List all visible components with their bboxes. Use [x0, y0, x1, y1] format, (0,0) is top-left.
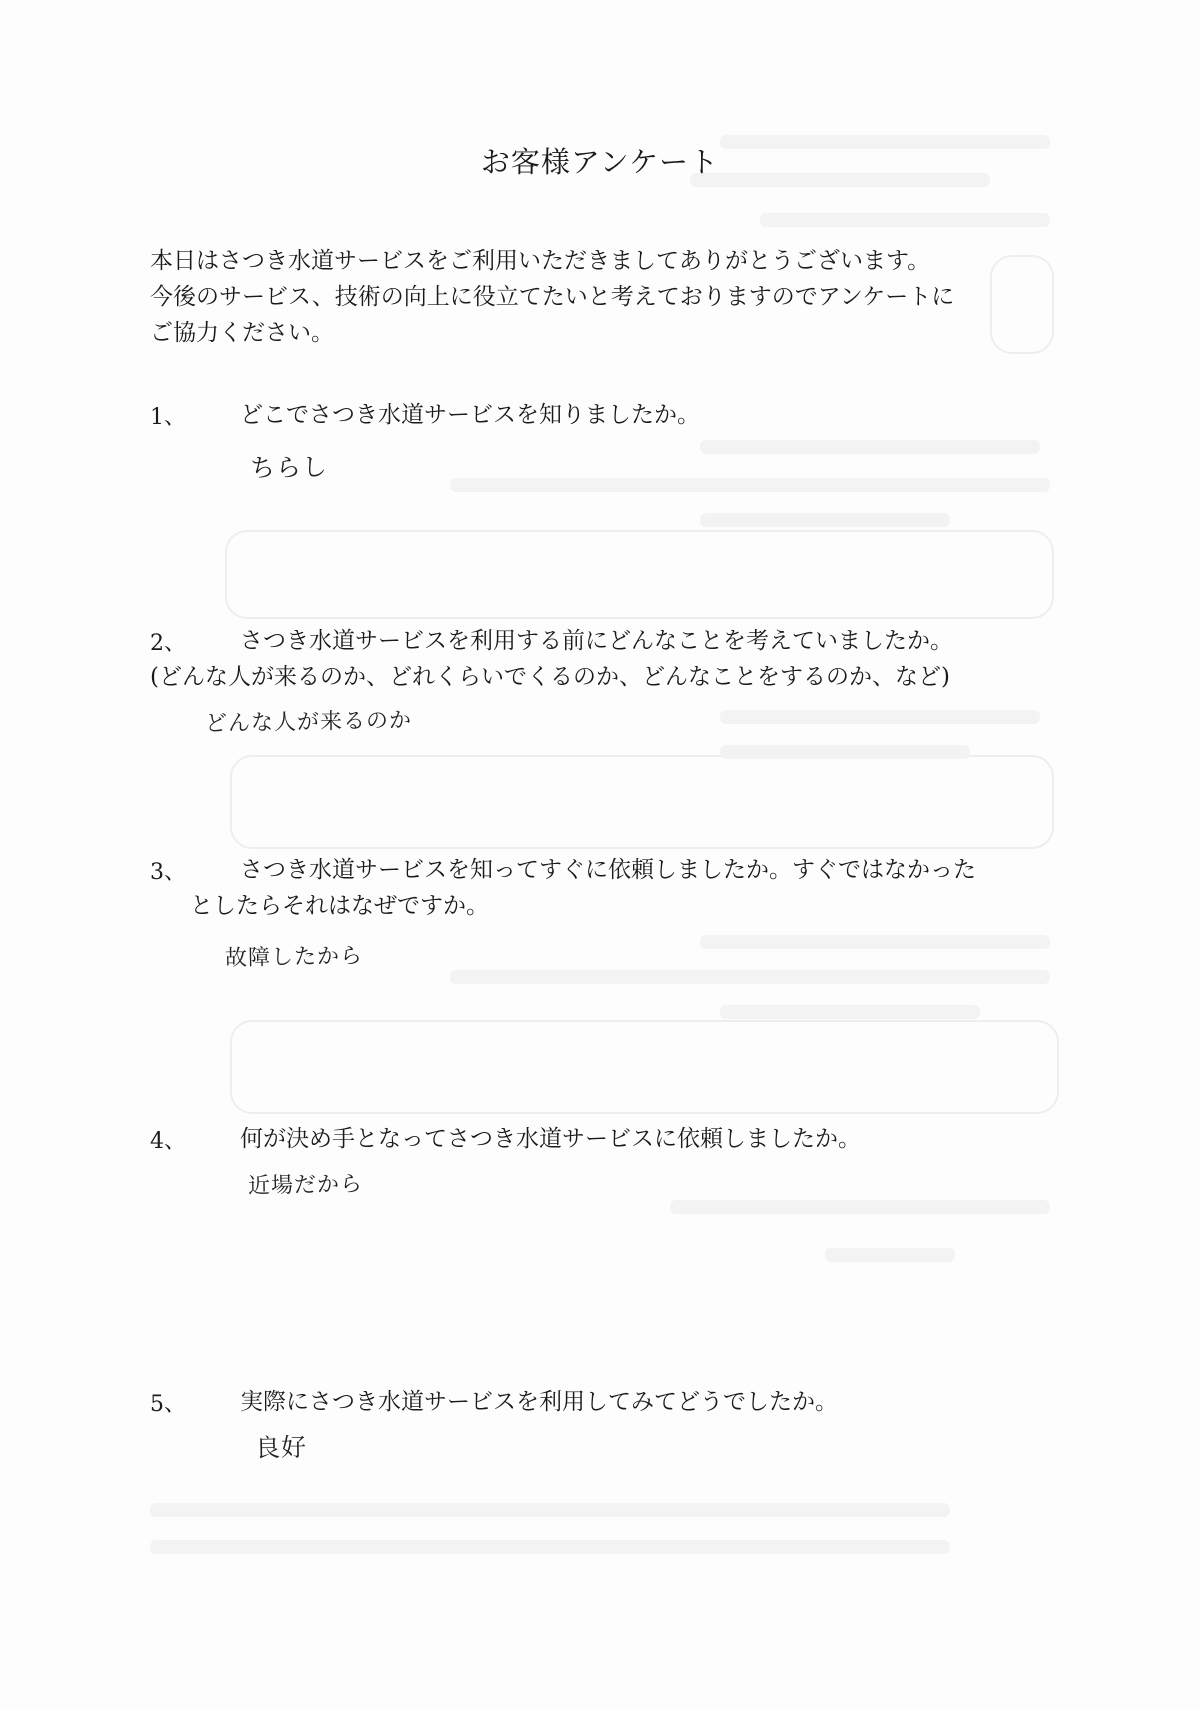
- intro-line: ご協力ください。: [150, 320, 334, 346]
- bleed-through-line: [150, 1540, 950, 1554]
- bleed-through-line: [700, 440, 1040, 454]
- handwritten-answer: 良好: [254, 1432, 308, 1463]
- bleed-through-line: [670, 1200, 1050, 1214]
- bleed-through-line: [760, 213, 1050, 227]
- question-number: 2、: [150, 631, 186, 656]
- question-text: 何が決め手となってさつき水道サービスに依頼しましたか。: [240, 1126, 861, 1152]
- question-text: さつき水道サービスを知ってすぐに依頼しましたか。すぐではなかった: [240, 857, 976, 883]
- bleed-through-line: [700, 513, 950, 527]
- bleed-through-line: [720, 710, 1040, 724]
- bleed-through-line: [720, 745, 970, 759]
- bleed-through-line: [720, 1005, 980, 1019]
- bleed-through-line: [450, 478, 1050, 492]
- handwritten-answer: ちらし: [249, 452, 329, 483]
- bleed-through-box: [230, 1020, 1059, 1114]
- bleed-through-line: [450, 970, 1050, 984]
- handwritten-answer: 故障したから: [224, 943, 364, 972]
- bleed-through-line: [700, 935, 1050, 949]
- question-subtext: としたらそれはなぜですか。: [190, 893, 489, 919]
- question-text: どこでさつき水道サービスを知りましたか。: [240, 402, 700, 428]
- question-subtext: (どんな人が来るのか、どれくらいでくるのか、どんなことをするのか、など): [150, 664, 950, 690]
- intro-line: 本日はさつき水道サービスをご利用いただきましてありがとうございます。: [150, 248, 931, 274]
- bleed-through-line: [825, 1248, 955, 1262]
- intro-line: 今後のサービス、技術の向上に役立てたいと考えておりますのでアンケートに: [150, 284, 955, 310]
- question-number: 4、: [150, 1129, 186, 1154]
- question-number: 3、: [150, 860, 186, 885]
- question-text: さつき水道サービスを利用する前にどんなことを考えていましたか。: [240, 628, 953, 654]
- intro-paragraph: [150, 243, 1110, 351]
- question-text: 実際にさつき水道サービスを利用してみてどうでしたか。: [240, 1389, 838, 1415]
- page-title: お客様アンケート: [480, 145, 720, 179]
- bleed-through-box: [230, 755, 1054, 849]
- question-number: 1、: [150, 405, 186, 430]
- handwritten-answer: 近場だから: [247, 1171, 364, 1200]
- question-number: 5、: [150, 1392, 186, 1417]
- bleed-through-line: [150, 1503, 950, 1517]
- bleed-through-box: [225, 530, 1054, 619]
- handwritten-answer: どんな人が来るのか: [204, 708, 413, 737]
